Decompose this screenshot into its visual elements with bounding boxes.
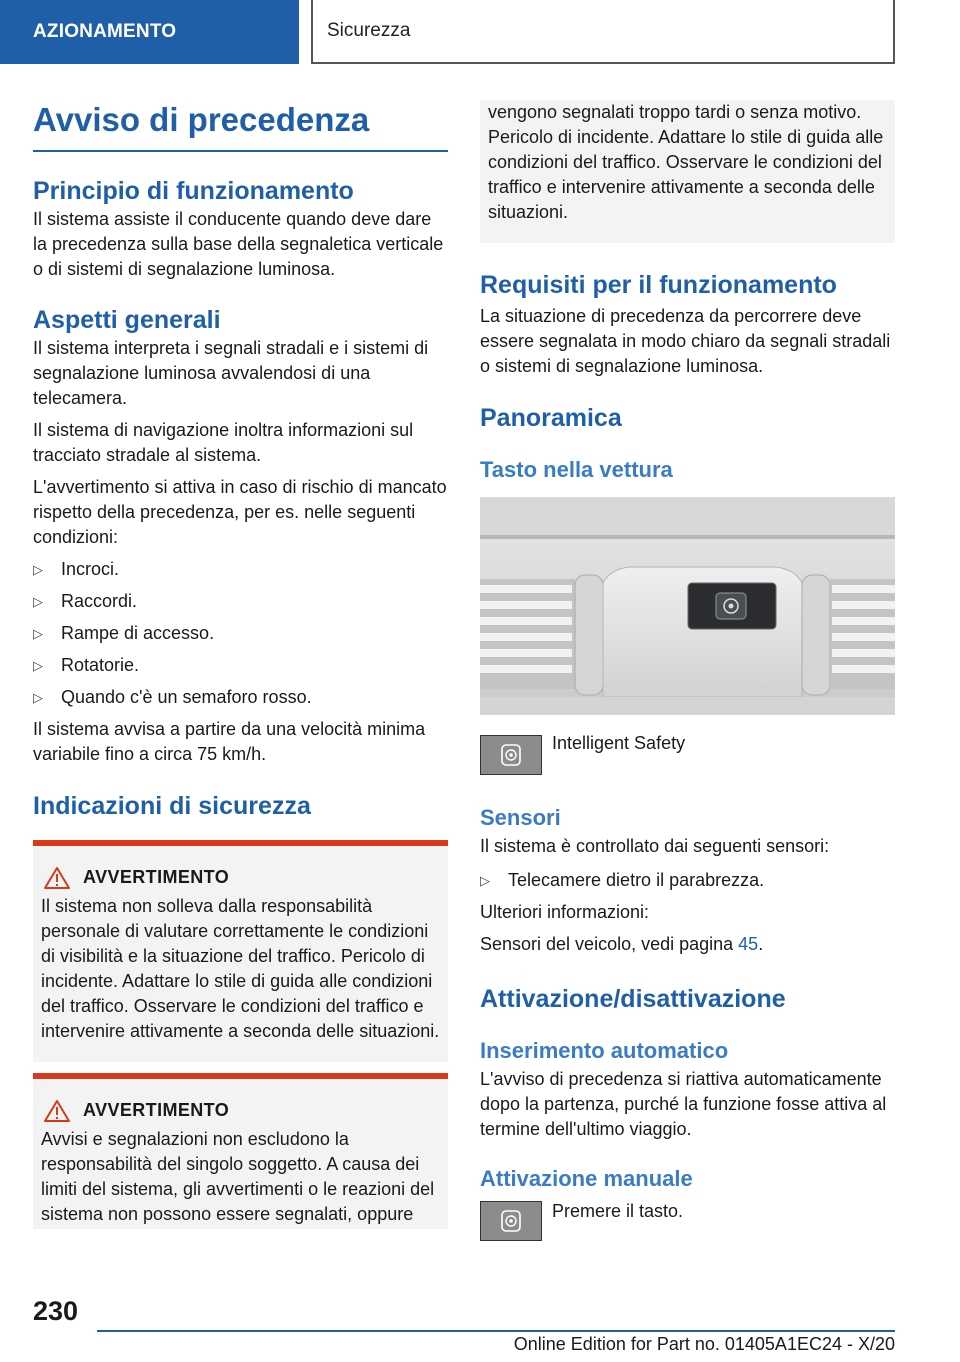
- warning-title: AVVERTIMENTO: [41, 1099, 440, 1123]
- list-item: ▷ Quando c'è un semaforo rosso.: [33, 685, 448, 710]
- general-paragraph-2: Il sistema di navigazione inoltra informazioni sul tracciato stradale al sistema.: [33, 419, 414, 465]
- requirements-text: La situazione di precedenza da percorrere deve essere segnalata in modo chiaro da segnali stradali o sistemi di segnalazione luminosa.: [480, 306, 891, 376]
- page-title: Avviso di precedenza: [33, 100, 448, 152]
- warning-title: AVVERTIMENTO: [41, 866, 440, 890]
- page-reference-link[interactable]: 45: [738, 933, 759, 954]
- triangle-bullet-icon: ▷: [33, 689, 43, 705]
- sensors-more-info: Ulteriori informazioni:: [480, 901, 650, 922]
- list-item: ▷ Raccordi.: [33, 589, 448, 614]
- button-in-vehicle-heading: Tasto nella vettura: [480, 457, 673, 482]
- general-paragraph-4: Il sistema avvisa a partire da una velocità minima variabile fino a circa 75 km/h.: [33, 718, 426, 764]
- sensors-reference: Sensori del veicolo, vedi pagina 45.: [480, 933, 764, 954]
- principle-text: Il sistema assiste il conducente quando deve dare la precedenza sulla base della segnaletica verticale o di sistemi di segnalazione luminosa.: [33, 208, 444, 279]
- intelligent-safety-button-icon: [480, 1201, 542, 1241]
- triangle-bullet-icon: ▷: [33, 593, 43, 609]
- manual-activation-heading: Attivazione manuale: [480, 1166, 693, 1192]
- list-item: ▷ Rampe di accesso.: [33, 621, 448, 646]
- conditions-list: [33, 557, 448, 710]
- sensors-text: Il sistema è controllato dai seguenti sensori:: [480, 835, 830, 856]
- warning-continuation: [480, 100, 895, 243]
- footer-divider: [97, 1330, 895, 1332]
- left-column: [33, 100, 448, 1229]
- warning-continuation-text: vengono segnalati troppo tardi o senza motivo. Pericolo di incidente. Adattare lo stile di guida alle condizioni del traffico. Osservare le condizioni del traffico e intervenire attivamente a seconda delle situazioni.: [488, 102, 884, 222]
- manual-activation-text: Premere il tasto.: [552, 1200, 684, 1221]
- list-item: ▷ Telecamere dietro il parabrezza.: [480, 868, 895, 893]
- right-column: [480, 100, 895, 1241]
- manual-activation-key-row: [480, 1201, 895, 1241]
- warning-text: Avvisi e segnalazioni non escludono la responsabilità del singolo soggetto. A causa dei limiti del sistema, gli avvertimenti o le reazioni del sistema non possono essere segnalati, oppure: [41, 1128, 435, 1224]
- sensors-heading: Sensori: [480, 805, 561, 831]
- dashboard-button-photo: [480, 497, 895, 715]
- header-chapter-tab: Sicurezza: [311, 0, 895, 64]
- triangle-bullet-icon: ▷: [33, 561, 43, 577]
- safety-heading: Indicazioni di sicurezza: [33, 791, 311, 820]
- auto-activation-heading: Inserimento automatico: [480, 1037, 729, 1063]
- warning-box-1: [33, 840, 448, 1062]
- warning-box-2: [33, 1073, 448, 1229]
- triangle-bullet-icon: ▷: [33, 625, 43, 641]
- dashboard-vents-illustration: [480, 497, 895, 715]
- principle-heading: Principio di funzionamento: [33, 176, 354, 205]
- intelligent-safety-button-icon: [480, 735, 542, 775]
- list-item: ▷ Rotatorie.: [33, 653, 448, 678]
- page-number: 230: [33, 1296, 79, 1326]
- warning-text: Il sistema non solleva dalla responsabilità personale di valutare correttamente le condizioni di visibilità e la situazione del traffico. Pericolo di incidente. Adattare lo stile di guida alle condizioni del traffico. Osservare le condizioni del traffico e intervenire attivamente a seconda delle situazioni.: [41, 895, 440, 1041]
- intelligent-safety-key-row: [480, 735, 895, 775]
- auto-activation-text: L'avviso di precedenza si riattiva automaticamente dopo la partenza, purché la funzione fosse attiva al termine dell'ultimo viaggio.: [480, 1069, 887, 1140]
- list-item: ▷ Incroci.: [33, 557, 448, 582]
- footer-edition: Online Edition for Part no. 01405A1EC24 - X/20: [513, 1334, 895, 1354]
- general-paragraph-3: L'avvertimento si attiva in caso di rischio di mancato rispetto della precedenza, per es. nelle seguenti condizioni:: [33, 476, 447, 547]
- sensors-list: [480, 868, 895, 893]
- header-section-tab: AZIONAMENTO: [0, 0, 299, 64]
- general-heading: Aspetti generali: [33, 305, 221, 334]
- warning-triangle-icon: [43, 1099, 71, 1123]
- triangle-bullet-icon: ▷: [33, 657, 43, 673]
- intelligent-safety-label: Intelligent Safety: [552, 733, 686, 754]
- general-paragraph-1: Il sistema interpreta i segnali stradali e i sistemi di segnalazione luminosa avvalendosi di una telecamera.: [33, 337, 429, 408]
- triangle-bullet-icon: ▷: [480, 872, 490, 888]
- activation-heading: Attivazione/disattivazione: [480, 984, 786, 1013]
- overview-heading: Panoramica: [480, 404, 622, 432]
- warning-triangle-icon: [43, 866, 71, 890]
- requirements-heading: Requisiti per il funzionamento: [480, 271, 837, 299]
